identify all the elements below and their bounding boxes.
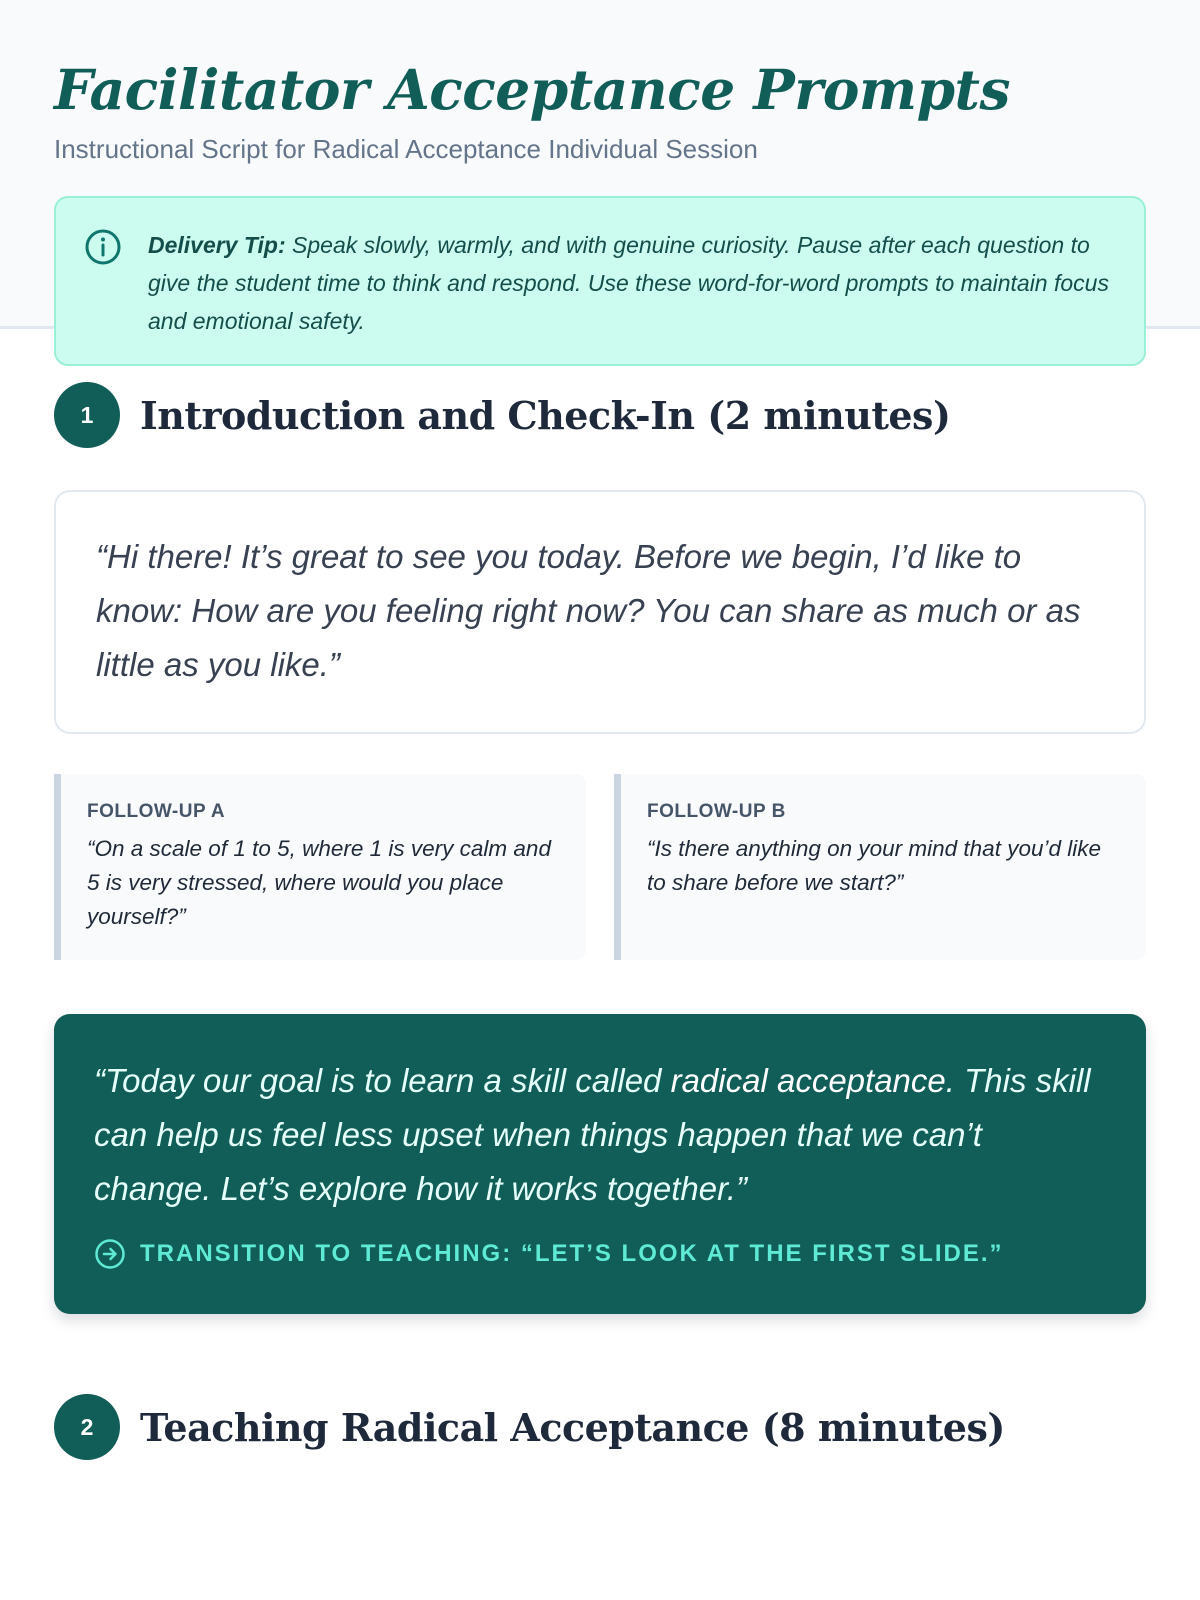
delivery-tip-label: Delivery Tip: — [148, 232, 286, 258]
page-subtitle: Instructional Script for Radical Acceptance Individual Session — [54, 134, 758, 164]
section-title: Teaching Radical Acceptance (8 minutes) — [140, 1404, 1005, 1450]
followup-text: “Is there anything on your mind that you’d like to share before we start?” — [647, 836, 1101, 895]
followup-card-b — [614, 774, 1146, 960]
goal-statement-text — [94, 1054, 1106, 1216]
delivery-tip-body: Speak slowly, warmly, and with genuine curiosity. Pause after each question to give the student time to think and respond. Use these word-for-word prompts to maintain focus and emotional safety. — [148, 232, 1109, 334]
section-number-badge: 2 — [54, 1394, 120, 1460]
opening-prompt-card — [54, 490, 1146, 734]
goal-highlight: radical acceptance — [670, 1062, 946, 1099]
goal-text-end: . This skill can help us feel less upset when things happen that we can’t change. Let’s explore how it works together.” — [94, 1062, 1091, 1207]
page-title: Facilitator Acceptance Prompts — [54, 57, 1010, 122]
page-header — [0, 0, 1200, 334]
delivery-tip-box — [54, 196, 1146, 366]
section-2-header — [54, 1394, 1146, 1460]
section-title: Introduction and Check-In (2 minutes) — [140, 392, 951, 438]
transition-note — [94, 1238, 1106, 1270]
section-1-header — [54, 382, 1146, 448]
info-icon — [84, 228, 122, 266]
opening-prompt-text: “Hi there! It’s great to see you today. Before we begin, I’d like to know: How are you feeling right now? You can share as much or as little as you like.” — [96, 538, 1081, 683]
followup-text: “On a scale of 1 to 5, where 1 is very calm and 5 is very stressed, where would you place yourself?” — [87, 836, 551, 929]
delivery-tip-text — [148, 226, 1114, 340]
goal-text-start: “Today our goal is to learn a skill called — [94, 1062, 671, 1099]
arrow-circle-right-icon — [94, 1238, 126, 1270]
followup-row — [54, 774, 1146, 960]
transition-text: TRANSITION TO TEACHING: “LET’S LOOK AT THE FIRST SLIDE.” — [140, 1240, 1004, 1267]
goal-statement-card — [54, 1014, 1146, 1314]
main-content — [0, 382, 1200, 1460]
followup-label: FOLLOW-UP B — [647, 801, 786, 822]
followup-card-a — [54, 774, 586, 960]
followup-label: FOLLOW-UP A — [87, 801, 226, 822]
section-number-badge: 1 — [54, 382, 120, 448]
